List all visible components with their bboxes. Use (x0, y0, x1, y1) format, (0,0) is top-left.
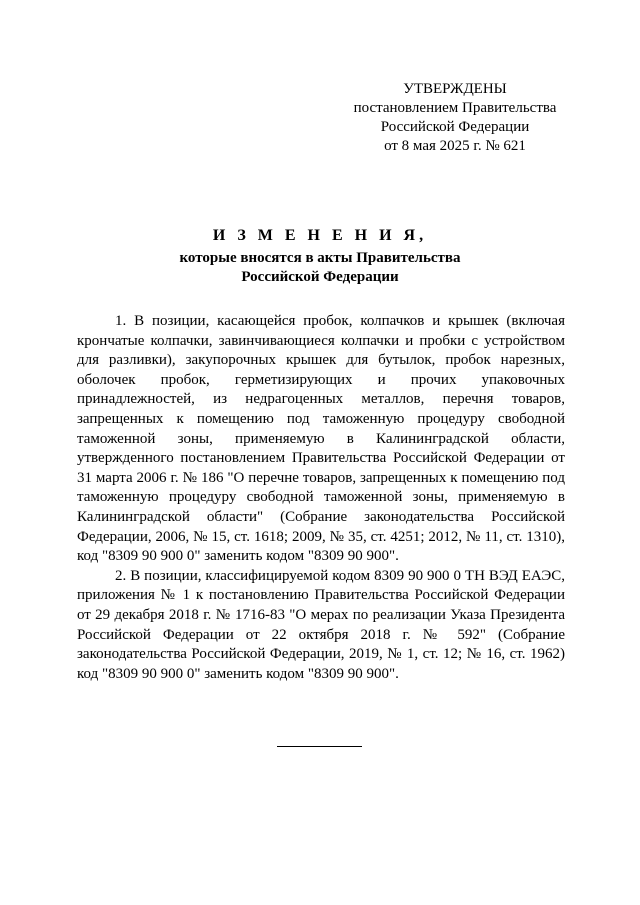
paragraph-1: 1. В позиции, касающейся пробок, колпачков и крышек (включая крончатые колпачки, завинчивающиеся колпачки и пробки с устройством для разливки), закупорочных крышек для бутылок, пробок нарезных, оболочек пробок, герметизирующих и прочих упаковочных принадлежностей, из недрагоценных металлов, перечня товаров, запрещенных к помещению под таможенную процедуру свободной таможенной зоны, применяемую в Калининградской области, утвержденного постановлением Правительства Российской Федерации от 31 марта 2006 г. № 186 "О перечне товаров, запрещенных к помещению под таможенную процедуру свободной таможенной зоны, применяемую в Калининградской области" (Собрание законодательства Российской Федерации, 2006, № 15, ст. 1618; 2009, № 35, ст. 4251; 2012, № 11, ст. 1310), код "8309 90 900 0" заменить кодом "8309 90 900". (77, 313, 565, 565)
paragraph-2: 2. В позиции, классифицируемой кодом 8309 90 900 0 ТН ВЭД ЕАЭС, приложения № 1 к постановлению Правительства Российской Федерации от 29 декабря 2018 г. № 1716-83 "О мерах по реализации Указа Президента Российской Федерации от 22 октября 2018 г. № 592" (Собрание законодательства Российской Федерации, 2019, № 1, ст. 12; № 16, ст. 1962) код "8309 90 900 0" заменить кодом "8309 90 900". (77, 567, 565, 682)
end-separator-line (277, 746, 362, 747)
document-body (77, 312, 565, 684)
document-subtitle-line: Российской Федерации (241, 269, 399, 285)
document-subtitle-line: которые вносятся в акты Правительства (179, 250, 461, 266)
document-heading (0, 225, 640, 287)
approval-line: Российской Федерации (380, 119, 530, 135)
approved-label: УТВЕРЖДЕНЫ (403, 81, 507, 97)
approval-line: постановлением Правительства (353, 100, 557, 116)
approval-stamp (330, 80, 580, 156)
approval-line: от 8 мая 2025 г. № 621 (384, 138, 526, 154)
document-title: И З М Е Н Е Н И Я, (212, 227, 428, 244)
